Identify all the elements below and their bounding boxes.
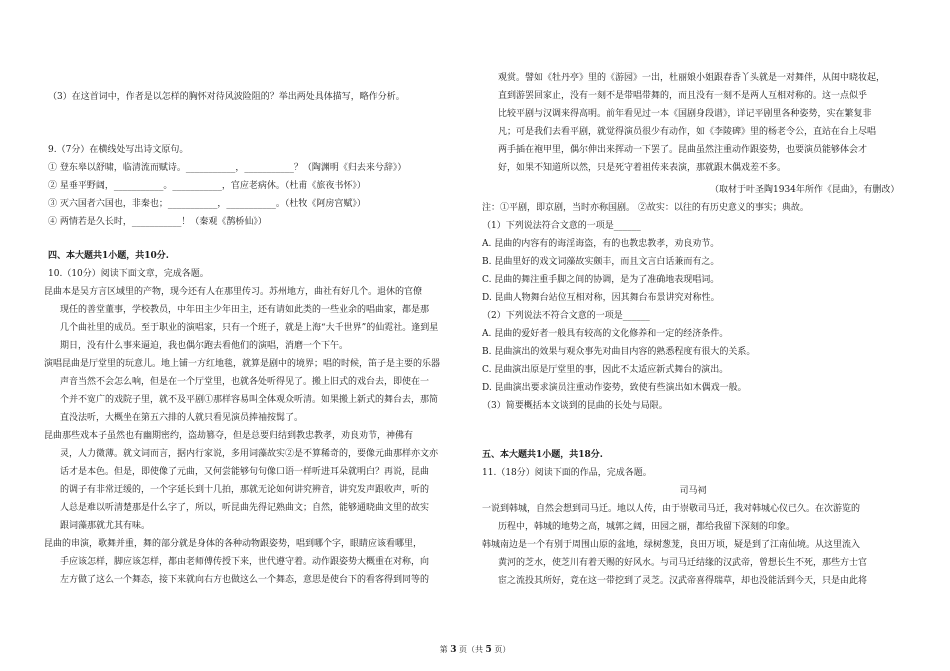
q9-item-4: ④ 两情若是久长时，___________！（秦观《鹊桥仙》） <box>48 217 267 227</box>
passage2-line: 宦之流投其所好，竟在这一带挖到了灵芝。汉武帝喜得瑞草，却也没能活到今天，只是由此将 <box>498 576 868 586</box>
passage-line: 好，如果不知道所以然，只是死守着祖传来表演，那就跟木偶戏差不多。 <box>498 163 787 173</box>
passage-line: 人总是难以听清楚那是什么字了，所以，听昆曲先得记熟曲文；自然，能够通晓曲文里的故实 <box>60 503 430 513</box>
q10-header: 10.（10分）阅读下面文章，完成各题。 <box>48 269 209 279</box>
passage2-line: 黄河的芝水，使芝川有着天赐的好风水。与司马迁结缘的汉武帝，曾想长生不死，那些方士官 <box>498 558 868 568</box>
passage-line: 演唱昆曲是厅堂里的玩意儿。地上铺一方红地毯，就算是剧中的境界；唱的时候，笛子是主要的乐器 <box>44 359 441 369</box>
source-citation: （取材于叶圣陶1934年所作《昆曲》，有删改） <box>710 185 900 195</box>
q9-item-1: ① 登东皋以舒啸，临清流而赋诗。___________，___________？（陶渊明《归去来兮辞》） <box>48 163 407 173</box>
passage-line: 比较平剧与汉调来得高明。前年看见过一本《国剧身段谱》，详记平剧里各种姿势，实在繁复非 <box>498 109 872 119</box>
passage-line: 期日，没有什么事来逼迫，我也偶尔跑去看他们的演唱，消磨一个下午。 <box>60 341 349 351</box>
passage2-line: 韩城南边是一个有别于周围山原的盆地，绿树葱茏，良田万顷，疑是到了江南仙境。从这里流入 <box>482 540 861 550</box>
footer-total-pages: 5 <box>485 645 492 655</box>
passage-line: 直到游罢回家止，没有一刻不是带唱带舞的，而且没有一刻不是两人互相对称的。这一点似乎 <box>498 91 868 101</box>
passage-line: 几个曲社里的成员。至于职业的演唱家，只有一个班子，就是上海“大千世界”的仙霓社。逢到星 <box>60 323 439 333</box>
q10-sub-1-option-a: A. 昆曲的内容有的诲淫诲盗，有的也教忠教孝，劝良劝节。 <box>482 239 720 249</box>
footer-mid: 页（共 <box>459 645 483 654</box>
footer-suffix: 页） <box>494 645 511 654</box>
q10-sub-1-option-b: B. 昆曲里好的戏文词藻故实颇丰，而且文言白话兼而有之。 <box>482 257 720 267</box>
q9-header: 9.（7分）在横线处写出诗文原句。 <box>48 145 189 155</box>
passage-line: 现任的善堂董事，学校教员，中年田主少年田主，还有请如此类的一些业余的唱曲家，都是那 <box>60 305 430 315</box>
passage-line: 灵，人力微薄。就文词而言，据内行家说，多用词藻故实②是不算稀奇的，要像元曲那样亦文亦 <box>60 449 439 459</box>
passage-line: 昆曲的串演，歌舞并重，舞的部分就是身体的各种动物跟姿势，唱到哪个字，眼睛应该看哪里， <box>44 539 423 549</box>
passage-line: 昆曲那些戏本子虽然也有幽期密约，盗劫篡夺，但是总要归结到教忠教孝，劝良劝节，神佛有 <box>44 431 414 441</box>
passage-line: 凡；可是我们去看平剧，就觉得演员很少有动作，如《李陵碑》里的杨老令公，直站在台上尽唱 <box>498 127 877 137</box>
passage2-line: 一说到韩城，自然会想到司马迁。地以人传，由于崇敬司马迁，我对韩城心仪已久。在次游览的 <box>482 504 861 514</box>
q10-sub-1-option-d: D. 昆曲人物舞台站位互相对称，因其舞台布景讲究对称性。 <box>482 293 720 303</box>
section-5-title: 五、本大题共1小题，共18分. <box>482 450 603 460</box>
passage-line: 直没法听，大概坐在第五六排的人就只看见演员捧袖按髯了。 <box>60 413 304 423</box>
q10-sub-2-option-d: D. 昆曲演出要求演员注重动作姿势，致使有些演出如木偶戏一般。 <box>482 383 747 393</box>
passage-line: 话才是本色。但是，即使像了元曲，又何尝能够句句像口语一样听进耳朵就明白？再说，昆曲 <box>60 467 430 477</box>
passage-line: 左方做了这么一个舞态，接下来就向右方也做这么一个舞态，意思是使台下的看客得到同等的 <box>60 575 430 585</box>
passage-line: 的调子有非常迂缓的，一个字延长到十几拍，那就无论如何讲究辨音，讲究发声跟收声，听的 <box>60 485 430 495</box>
passage-line: 观赏。譬如《牡丹亭》里的《游园》一出，杜丽娘小姐跟春香丫头就是一对舞伴，从闺中晓妆起， <box>498 73 886 83</box>
q10-sub-2-option-a: A. 昆曲的爱好者一般具有较高的文化修养和一定的经济条件。 <box>482 329 729 339</box>
q10-sub-2-option-c: C. 昆曲演出原是厅堂里的事，因此不太适应新式舞台的演出。 <box>482 365 729 375</box>
q10-sub-2: （2）下列说法不符合文意的一项是______ <box>482 311 650 321</box>
passage-line: 个并不宽广的戏院子里，就不及平剧①那样容易叫全体观众听清。如果搬上新式的舞台去，那简 <box>60 395 439 405</box>
article-title: 司马祠 <box>679 486 707 496</box>
q10-sub-1-option-c: C. 昆曲的舞注重手脚之间的协调，是为了准确地表现唱词。 <box>482 275 720 285</box>
q11-header: 11.（18分）阅读下面的作品，完成各题。 <box>482 468 652 478</box>
page-footer <box>0 644 950 655</box>
q9-item-3: ③ 灭六国者六国也，非秦也；___________，___________。（杜牧《阿房宫赋》） <box>48 199 366 209</box>
q10-sub-2-option-b: B. 昆曲演出的效果与观众事先对曲目内容的熟悉程度有很大的关系。 <box>482 347 756 357</box>
passage-line: 手应该怎样，脚应该怎样，都由老师傅传授下来，世代遵守着。动作跟姿势大概重在对称，向 <box>60 557 430 567</box>
q10-sub-1: （1）下列说法符合文意的一项是______ <box>482 221 641 231</box>
q3-subquestion: （3）在这首词中，作者是以怎样的胸怀对待风波险阻的？举出两处具体描写，略作分析。 <box>48 92 405 102</box>
passage-line: 声音当然不会怎么响，但是在一个厅堂里，也就各处听得见了。搬上旧式的戏台去，即使在一 <box>60 377 430 387</box>
passage-line: 昆曲本是吴方言区域里的产物，现今还有人在那里传习。苏州地方，曲社有好几个。退休的官僚 <box>44 287 423 297</box>
passage-line: 两手插在袍甲里，偶尔伸出来挥动一下罢了。昆曲虽然注重动作跟姿势，也要演员能够体会才 <box>498 145 868 155</box>
q10-sub-3: （3）简要概括本文谈到的昆曲的长处与局限。 <box>482 401 668 411</box>
passage2-line: 历程中，韩城的地势之高，城郭之阔，田园之丽，都给我留下深刻的印象。 <box>498 522 796 532</box>
section-4-title: 四、本大题共1小题，共10分. <box>48 251 169 261</box>
footer-prefix: 第 <box>439 645 448 654</box>
footnotes: 注：①平剧，即京剧，当时亦称国剧。 ②故实：以往的有历史意义的事实；典故。 <box>482 203 809 213</box>
footer-page-number: 3 <box>450 645 457 655</box>
q9-item-2: ② 星垂平野阔，___________。___________，官应老病休。（杜甫《旅夜书怀》） <box>48 181 366 191</box>
passage-line: 跟词藻那就尤其有味。 <box>60 521 151 531</box>
